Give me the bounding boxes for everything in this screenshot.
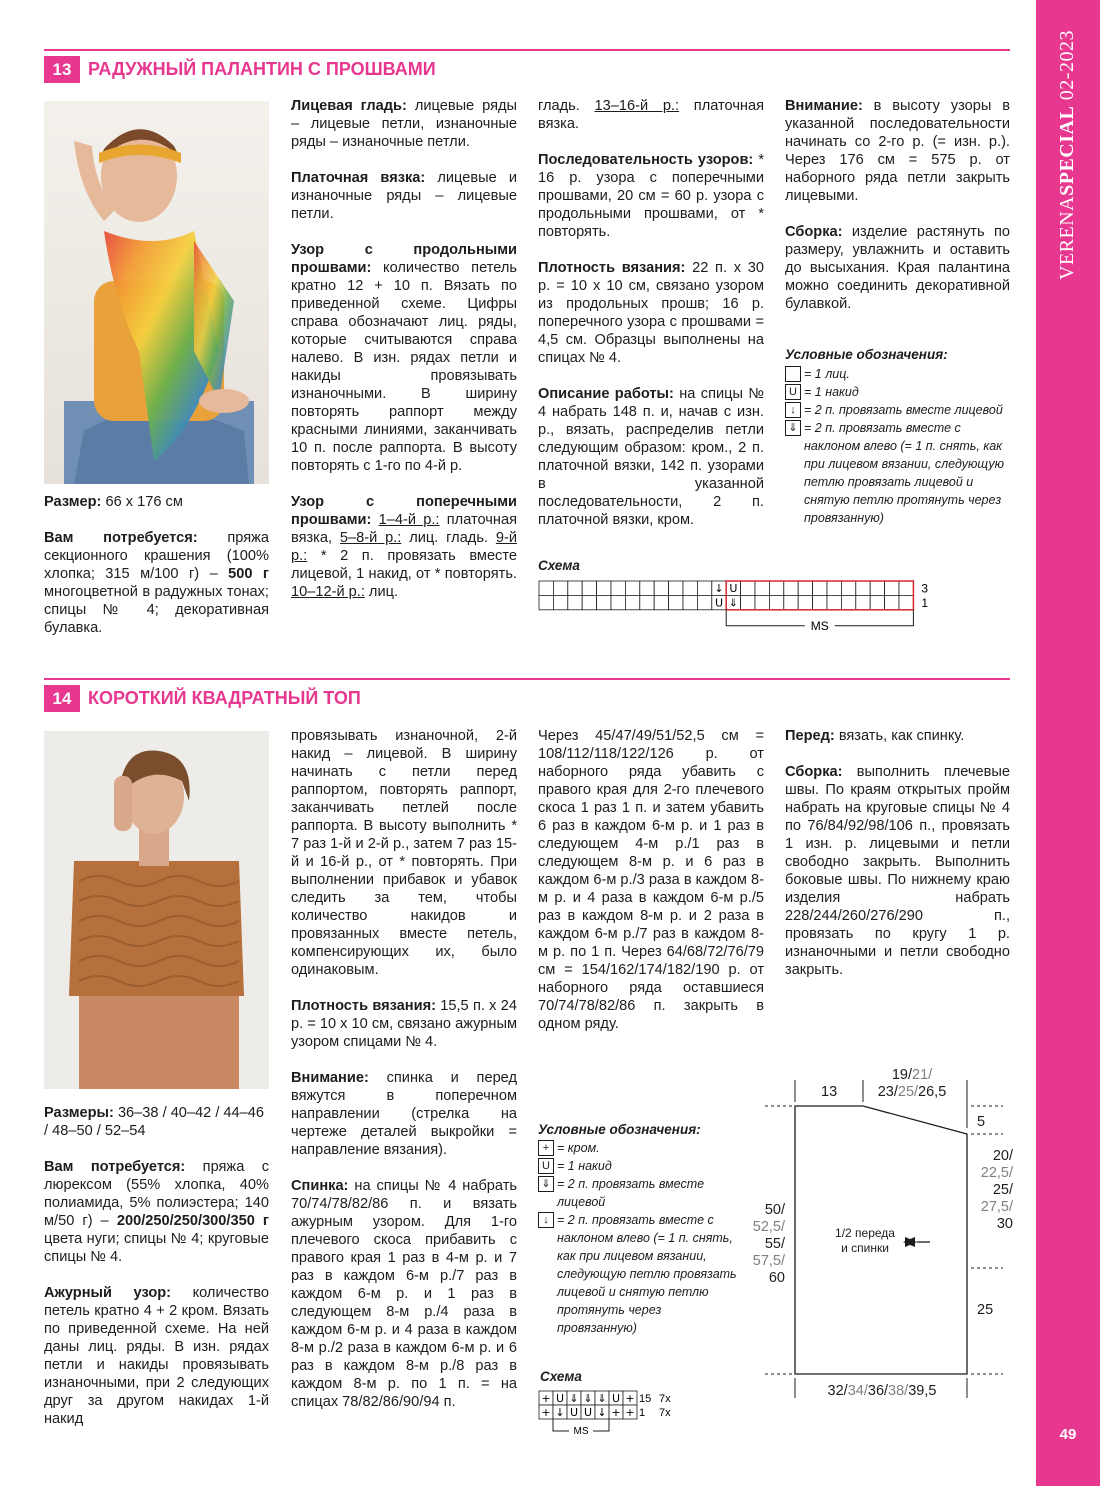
chart-cell (755, 595, 769, 609)
chart-cell (539, 595, 553, 609)
yarn-over-icon: U (538, 1158, 554, 1174)
s14-legend (538, 1122, 738, 1337)
chart-cell (841, 595, 855, 609)
s13-sequence-text: * 16 р. узора с поперечными прошвами, 20 см = 60 р. узора с продольными прошвами, от * повторять. (538, 152, 764, 240)
s13-materials-amount: 500 г (228, 566, 270, 582)
s13-vertical-lace-text: количество петель кратно 12 + 10 п. Вязать по приведенной схеме. Цифры справа обозначают лиц. ряды, которые считываются справа налево. В изн. рядах петли и накиды провязывать изнаночными. В ширину повторять раппорт между красными линиями, заканчивать 10 п. после раппорта. В высоту повторять с 1-го по 4-й р. (291, 260, 517, 474)
chart-symbol: + (611, 1406, 621, 1419)
s14-sizes-label: Размеры: (44, 1105, 114, 1121)
s14-sizes-value: 36–38 / 40–42 / 44–46 / 48–50 / 52–54 (44, 1105, 265, 1139)
brand-edition: SPECIAL (1056, 105, 1078, 196)
chart-cell (654, 595, 668, 609)
issue-number: 02-2023 (1056, 30, 1078, 101)
size-value: 57,5/ (752, 1253, 785, 1269)
section-14-number: 14 (44, 685, 80, 712)
chart-cell (798, 595, 812, 609)
chart-cell (625, 581, 639, 595)
legend-item (785, 401, 1010, 419)
chart-cell (813, 581, 827, 595)
s13-garter-text: лицевые и изнаночные ряды – лицевые петли. (291, 170, 517, 222)
s14-column-1 (44, 1104, 269, 1446)
chart-cell (683, 595, 697, 609)
s13-column-1 (44, 493, 269, 655)
rows-ref: 5–8-й р.: (339, 530, 402, 546)
legend-text: = 2 п. провязать вместе с наклоном влево (= 1 п. снять, как при лицевом вязании, следующую петлю провязать лицевой и снятую петлю протянуть через провязанную) (804, 421, 1004, 525)
ssk-icon: ⇓ (785, 420, 801, 436)
chart-cell (697, 595, 711, 609)
chart-cell (539, 581, 553, 595)
schematic-right-mid (977, 1148, 1013, 1233)
rows-ref: 13–16-й р.: (594, 98, 680, 114)
s14-materials-text-2: цвета нуги; спицы № 4; круговые спицы № 4. (44, 1231, 269, 1265)
s13-attention-text: в высоту узоры в указанной последовательности начинать со 2-го р. (= изн. р.). Через 176 см = 575 р. от наборного ряда петли закрыть лицевыми. (785, 98, 1010, 204)
chart-cell (582, 595, 596, 609)
chart-symbol: U (729, 581, 738, 595)
chart-symbol: + (541, 1392, 551, 1405)
s14-lace-label: Ажурный узор: (44, 1285, 172, 1301)
s13-column-3 (538, 97, 764, 547)
magazine-brand (1040, 30, 1100, 280)
chart-cell (597, 581, 611, 595)
chart-symbol: U (555, 1392, 565, 1405)
k2tog-icon: ↓ (785, 402, 801, 418)
size-value: 25/ (897, 1084, 919, 1100)
size-value: 50/ (764, 1202, 785, 1218)
rows-text: лиц. (364, 584, 399, 600)
size-value: 30 (996, 1216, 1013, 1232)
chart-cell (640, 595, 654, 609)
s13-horizontal-lace-label: Узор с поперечными прошвами: (291, 494, 517, 528)
s14-stitch-chart (538, 1390, 688, 1440)
s13-legend-title: Условные обозначения: (785, 347, 948, 362)
legend-item (785, 419, 1010, 527)
legend-item (538, 1211, 738, 1337)
chart-cell (611, 581, 625, 595)
row-number: 15 (639, 1393, 652, 1405)
s14-materials-text: пряжа с люрексом (55% хлопка, 40% полиамида, 5% полиэстера; 140 м/50 г) – (44, 1159, 269, 1229)
page-number: 49 (1059, 1426, 1077, 1443)
s13-column-4 (785, 97, 1010, 331)
ssk-icon: ↓ (538, 1212, 554, 1228)
schematic-label-line: 1/2 переда (835, 1226, 895, 1240)
legend-item (785, 365, 1010, 383)
chart-cell (741, 595, 755, 609)
size-value: 52,5/ (752, 1219, 785, 1235)
s13-materials-text-2: многоцветной в радужных тонах; спицы № 4; декоративная булавка. (44, 584, 269, 636)
chart-cell (553, 595, 567, 609)
s14-back-text: на спицы № 4 набрать 70/74/78/82/86 п. и вязать ажурным узором. Для 1-го плечевого скоса прибавить с правого края 1 раз в 4-м р. и 7 раз в каждом 6-м р./7 раз в каждом 6-м р. и 1 раз в следующем 8-м р./4 раза в каждом 6-м р. и 4 раза в каждом 8-м р./2 раза в каждом 6-м р. и 6 раз в каждом 8-м р./8 раз в каждом 8-м р. по 1 п. = на спицах 78/82/86/90/94 п. (291, 1178, 517, 1410)
legend-item (785, 383, 1010, 401)
s13-sequence-label: Последовательность узоров: (538, 152, 754, 168)
schematic-right-bottom: 25 (977, 1302, 994, 1318)
legend-text: = 1 лиц. (804, 367, 850, 381)
repeat-label: MS (573, 1426, 589, 1437)
chart-cell (755, 581, 769, 595)
legend-text: = 1 накид (557, 1159, 612, 1173)
s14-assembly-label: Сборка: (785, 764, 843, 780)
top-model-photo (44, 731, 269, 1089)
rows-text: платочная вязка, (291, 512, 517, 546)
scarf-model-photo (44, 101, 269, 484)
repeat-count: 7x (659, 1407, 671, 1419)
s13-assembly-text: изделие растянуть по размеру, увлажнить и оставить до высыхания. Края палантина можно соединить декоративной булавкой. (785, 224, 1010, 312)
s13-materials-label: Вам потребуется: (44, 530, 198, 546)
s13-instructions-text: на спицы № 4 набрать 148 п. и, начав с изн. р., вязать, распределив петли следующим образом: кром., 2 п. платочной вязки, 142 п. узорами в указанной последовательности, 2 п. платочной вязки, кром. (538, 386, 764, 528)
schematic-right-top: 5 (977, 1114, 986, 1130)
schematic-center-label (825, 1226, 905, 1256)
chart-cell (784, 595, 798, 609)
chart-cell (813, 595, 827, 609)
size-value: 39,5 (908, 1383, 937, 1399)
schematic-label-line: и спинки (841, 1241, 889, 1255)
chart-cell (568, 595, 582, 609)
selvage-icon: + (538, 1140, 554, 1156)
row-number: 3 (921, 581, 929, 596)
s14-column-4 (785, 727, 1010, 997)
chart-cell (856, 595, 870, 609)
chart-symbol: ⇓ (728, 596, 739, 610)
size-value: 26,5 (918, 1084, 947, 1100)
s14-assembly-text: выполнить плечевые швы. По краям открытых пройм набрать на круговые спицы № 4 по 76/84/92/98/106 п., провязать 1 изн. р. лицевыми и петли свободно закрыть. Выполнить боковые швы. По нижнему краю изделия набрать 228/244/260/276/290 п., провязать по кругу 1 р. изнаночными и петли свободно закрыть. (785, 764, 1010, 978)
s13-stockinette-text: лицевые ряды – лицевые петли, изнаночные ряды – изнаночные петли. (291, 98, 517, 150)
chart-cell (625, 595, 639, 609)
chart-cell (769, 595, 783, 609)
size-value: 60 (768, 1270, 785, 1286)
s14-garment-schematic (745, 1068, 1015, 1408)
s14-column-2 (291, 727, 517, 1429)
section-13-rule (44, 49, 1010, 51)
rows-text: гладь. (538, 98, 595, 114)
chart-cell (827, 581, 841, 595)
chart-cell (597, 595, 611, 609)
chart-symbol: U (611, 1392, 621, 1405)
s13-vertical-lace-label: Узор с продольными прошвами: (291, 242, 517, 276)
s14-materials-amount: 200/250/250/300/350 г (116, 1213, 269, 1229)
s14-gauge-text: 15,5 п. х 24 р. = 10 х 10 см, связано ажурным узором спицами № 4. (291, 998, 518, 1050)
rows-text: * 2 п. провязать вместе лицевой, 1 накид, от * повторять. (291, 548, 517, 582)
size-value: 27,5/ (980, 1199, 1013, 1215)
chart-cell (741, 581, 755, 595)
size-value: 20/ (992, 1148, 1013, 1164)
s14-lace-continued: провязывать изнаночной, 2-й накид – лицевой. В ширину начинать с петли перед раппортом, повторять раппорт, заканчивать петлей после раппорта. В высоту выполнить * 7 раз 1-й и 2-й р., затем 7 раз 15-й и 16-й р., от * повторять. При выполнении прибавок и убавок следить за тем, чтобы количество накидов и провязанных вместе петель, компенсирующих их, было одинаковым. (291, 728, 517, 978)
s13-stitch-chart (538, 580, 948, 640)
s14-attention-text: спинка и перед вяжутся в поперечном направлении (стрелка на чертеже деталей выкройки = направление вязания). (291, 1070, 517, 1158)
s13-gauge-text: 22 п. х 30 р. = 10 х 10 см, связано узором из продольных прошв; 16 р. поперечного узора с прошвами = 4,5 см. Образцы выполнены на спицах № 4. (538, 260, 764, 366)
section-14-rule (44, 678, 1010, 680)
row-number: 1 (921, 595, 929, 610)
chart-cell (885, 581, 899, 595)
chart-cell (640, 581, 654, 595)
size-value: 25/ (992, 1182, 1013, 1198)
chart-symbol: + (625, 1392, 635, 1405)
s14-legend-title: Условные обозначения: (538, 1122, 701, 1137)
s14-gauge-label: Плотность вязания: (291, 998, 436, 1014)
legend-text: = 2 п. провязать вместе с наклоном влево (= 1 п. снять, как при лицевом вязании, следующую петлю провязать лицевой и снятую петлю протянуть через провязанную) (557, 1213, 737, 1335)
legend-text: = кром. (557, 1141, 600, 1155)
s14-column-3 (538, 727, 764, 1051)
chart-cell (669, 581, 683, 595)
legend-text: = 1 накид (804, 385, 859, 399)
chart-symbol: ↓ (714, 581, 724, 595)
chart-cell (798, 581, 812, 595)
s14-front-label: Перед: (785, 728, 835, 744)
chart-symbol: ↓ (597, 1406, 607, 1419)
size-value: 36/ (867, 1383, 889, 1399)
chart-symbol: ⇓ (583, 1392, 593, 1405)
s13-materials-text: пряжа секционного крашения (100% хлопка; 315 м/100 г) – (44, 530, 269, 582)
legend-item (538, 1175, 738, 1211)
chart-cell (870, 595, 884, 609)
chart-cell (568, 581, 582, 595)
legend-item (538, 1157, 738, 1175)
s14-attention-label: Внимание: (291, 1070, 369, 1086)
s13-chart-title: Схема (538, 558, 580, 573)
s13-instructions-label: Описание работы: (538, 386, 674, 402)
size-value: 55/ (764, 1236, 785, 1252)
chart-cell (856, 581, 870, 595)
schematic-bottom (807, 1383, 957, 1400)
legend-item (538, 1139, 738, 1157)
chart-cell (697, 581, 711, 595)
rows-text: лиц. гладь. (401, 530, 496, 546)
chart-symbol: ↓ (555, 1406, 565, 1419)
size-value: 38/ (888, 1383, 909, 1399)
chart-symbol: U (714, 596, 724, 610)
row-number: 1 (639, 1407, 646, 1419)
repeat-label: MS (810, 618, 829, 633)
yarn-over-icon: U (785, 384, 801, 400)
rows-text: платочная вязка. (538, 98, 765, 132)
s13-size-value: 66 х 176 см (101, 494, 183, 510)
size-value: 19/ (891, 1067, 912, 1083)
legend-text: = 2 п. провязать вместе лицевой (557, 1177, 705, 1209)
s13-stockinette-label: Лицевая гладь: (291, 98, 407, 114)
size-value: 23/ (877, 1084, 898, 1100)
chart-cell (683, 581, 697, 595)
chart-cell (654, 581, 668, 595)
chart-cell (899, 595, 913, 609)
chart-cell (669, 595, 683, 609)
chart-symbol: + (541, 1406, 551, 1419)
chart-cell (582, 581, 596, 595)
s13-column-2 (291, 97, 517, 619)
chart-cell (899, 581, 913, 595)
section-14-title: КОРОТКИЙ КВАДРАТНЫЙ ТОП (88, 688, 361, 708)
chart-cell (553, 581, 567, 595)
chart-cell (769, 581, 783, 595)
section-13-number: 13 (44, 56, 80, 83)
chart-cell (885, 595, 899, 609)
chart-cell (611, 595, 625, 609)
s14-back-continued: Через 45/47/49/51/52,5 см = 108/112/118/122/126 р. от наборного ряда убавить с правого края для 2-го плечевого скоса 1 раз 1 п. и затем убавить 6 раз в каждом 6-м р. и 1 раз в следующем 4-м р./1 раз в следующем 8-м р. и 6 раз в каждом 6-м р./3 раза в каждом 8-м р. и 4 раза в каждом 6-м р./5 раз в каждом 8-м р. и 2 раза в каждом 6-м р./7 раз в каждом 8-м р. по 1 п. Через 64/68/72/76/79 см = 154/162/174/182/190 р. от наборного ряда оставшиеся 70/74/78/82/86 п. закрыть в одном ряду. (538, 728, 764, 1032)
empty-square-icon (785, 366, 801, 382)
schematic-top-left: 13 (821, 1084, 838, 1100)
s13-size-label: Размер: (44, 494, 102, 510)
s13-gauge-label: Плотность вязания: (538, 260, 686, 276)
s14-lace-text: количество петель кратно 4 + 2 кром. Вязать по приведенной схеме. На ней даны лиц. ряды. В изн. рядах петли и накиды провязывать изнаночными, при 2 следующих друг за другом накидах 1-й накид (44, 1285, 269, 1427)
chart-cell (870, 581, 884, 595)
size-value: 22,5/ (980, 1165, 1013, 1181)
s13-attention-label: Внимание: (785, 98, 863, 114)
chart-cell (841, 581, 855, 595)
size-value: 21/ (912, 1067, 933, 1083)
size-value: 34/ (847, 1383, 868, 1399)
s14-materials-label: Вам потребуется: (44, 1159, 186, 1175)
s14-back-label: Спинка: (291, 1178, 349, 1194)
s13-assembly-label: Сборка: (785, 224, 843, 240)
k2tog-icon: ⇓ (538, 1176, 554, 1192)
legend-text: = 2 п. провязать вместе лицевой (804, 403, 1003, 417)
repeat-count: 7x (659, 1393, 671, 1405)
chart-symbol: U (569, 1406, 579, 1419)
chart-symbol: U (583, 1406, 593, 1419)
rows-ref: 10–12-й р.: (291, 584, 365, 600)
schematic-left (745, 1202, 785, 1287)
chart-symbol: ⇓ (569, 1392, 579, 1405)
rows-ref: 9-й р.: (291, 530, 517, 564)
rows-ref: 1–4-й р.: (378, 512, 440, 528)
chart-symbol: ⇓ (597, 1392, 607, 1405)
chart-cell (827, 595, 841, 609)
s14-chart-title: Схема (540, 1369, 582, 1384)
s13-legend (785, 347, 1010, 527)
brand-name: VERENA (1056, 195, 1078, 280)
s13-garter-label: Платочная вязка: (291, 170, 426, 186)
chart-cell (784, 581, 798, 595)
chart-symbol: + (625, 1406, 635, 1419)
s14-front-text: вязать, как спинку. (834, 728, 965, 744)
size-value: 32/ (827, 1383, 848, 1399)
schematic-top-right (867, 1067, 957, 1101)
section-13-title: РАДУЖНЫЙ ПАЛАНТИН С ПРОШВАМИ (88, 59, 436, 79)
